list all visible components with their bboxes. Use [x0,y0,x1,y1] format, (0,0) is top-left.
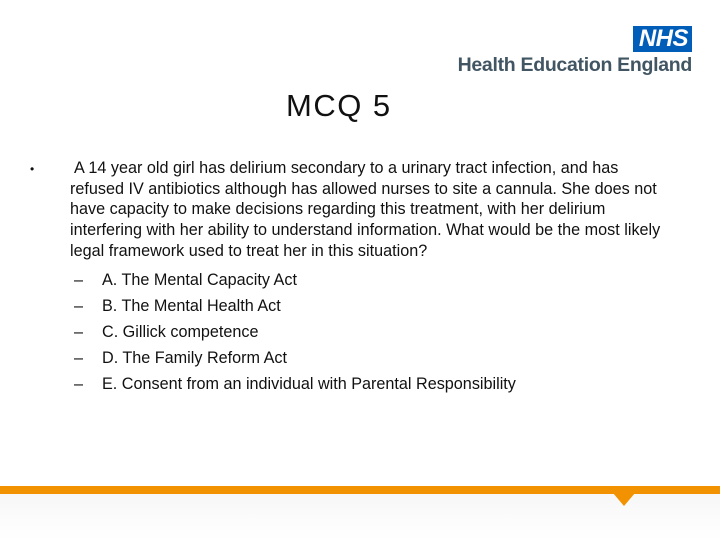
option-text: B. The Mental Health Act [102,296,281,315]
option-dash: – [74,270,84,289]
slide-title: MCQ 5 [286,88,392,123]
option-text: C. Gillick competence [102,322,259,341]
organisation-name: Health Education England [457,54,692,76]
option-dash: – [74,296,84,315]
answer-option [30,319,670,345]
answer-option [30,371,670,397]
answer-option [30,267,670,293]
option-text: E. Consent from an individual with Parental Responsibility [102,374,516,393]
nhs-logo [458,26,692,77]
footer-notch-icon [613,493,635,506]
option-text: D. The Family Reform Act [102,348,288,367]
option-dash: – [74,374,84,393]
nhs-badge: NHS [633,26,692,52]
option-text: A. The Mental Capacity Act [102,270,297,289]
bullet-point: • [30,162,35,176]
footer-bar [0,486,720,494]
answer-options [30,267,670,397]
question-block [30,158,670,397]
option-dash: – [74,322,84,341]
option-dash: – [74,348,84,367]
answer-option [30,345,670,371]
answer-option [30,293,670,319]
question-text: A 14 year old girl has delirium secondary to a urinary tract infection, and has refused IV antibiotics although has allowed nurses to site a cannula. She does not have capacity to make decisions regarding this treatment, with her delirium interfering with her ability to understand information. What would be the most likely legal framework used to treat her in this situation? [70,159,661,260]
footer-background [0,494,720,540]
